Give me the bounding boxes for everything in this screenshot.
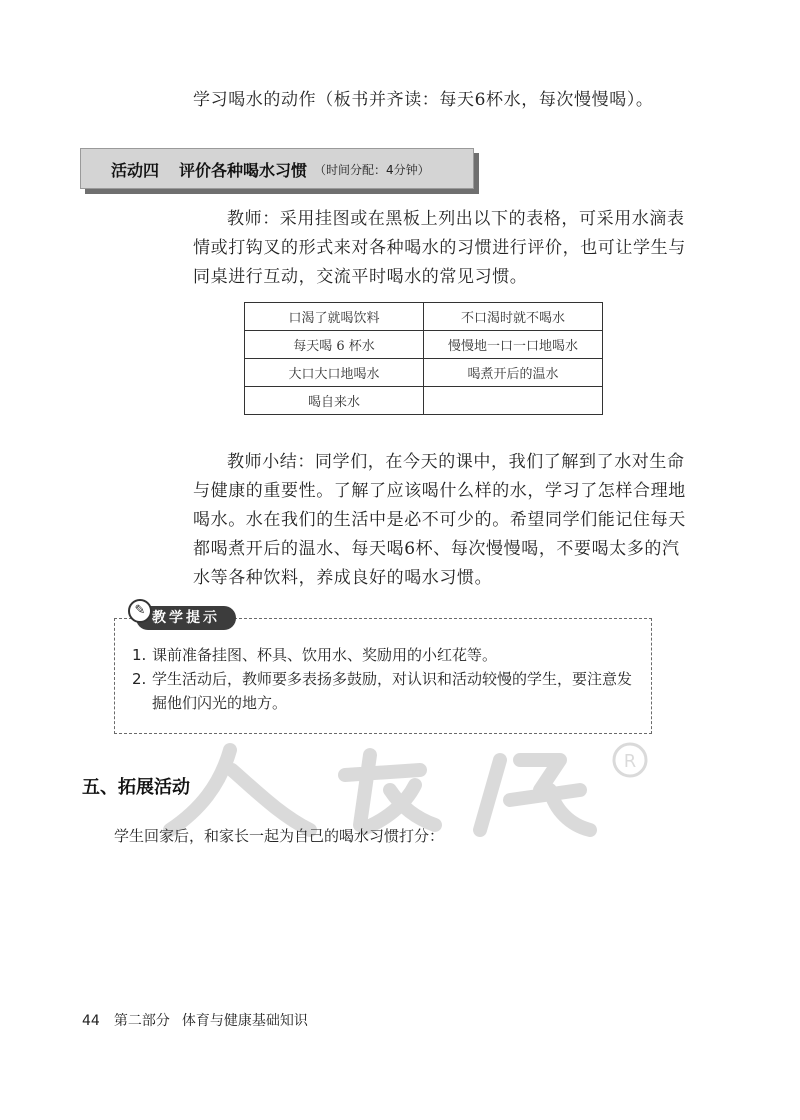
tip-text: 学生活动后，教师要多表扬多鼓励，对认识和活动较慢的学生，要注意发掘他们闪光的地方。 xyxy=(152,670,633,712)
pencil-check-icon: ✎ xyxy=(128,599,152,623)
table-cell: 口渴了就喝饮料 xyxy=(245,303,424,331)
table-cell: 不口渴时就不喝水 xyxy=(424,303,603,331)
activity-time: （时间分配：4分钟） xyxy=(314,163,430,177)
teacher-paragraph: 教师：采用挂图或在黑板上列出以下的表格，可采用水滴表情或打钩叉的形式来对各种喝水的习惯进行评价，也可让学生与同桌进行互动，交流平时喝水的常见习惯。 xyxy=(193,209,686,287)
activity-title: 评价各种喝水习惯 xyxy=(179,161,308,180)
svg-text:R: R xyxy=(623,751,637,772)
table-cell: 喝煮开后的温水 xyxy=(424,359,603,387)
extension-text: 学生回家后，和家长一起为自己的喝水习惯打分： xyxy=(114,827,445,845)
intro-line: 学习喝水的动作（板书并齐读：每天6杯水，每次慢慢喝）。 xyxy=(193,90,654,110)
table-cell: 每天喝 6 杯水 xyxy=(245,331,424,359)
habits-table xyxy=(244,302,603,415)
table-row xyxy=(245,359,603,387)
tip-number: 1. xyxy=(132,646,147,664)
table-row xyxy=(245,387,603,415)
table-row xyxy=(245,303,603,331)
page-number: 44 xyxy=(82,1013,100,1029)
table-cell: 大口大口地喝水 xyxy=(245,359,424,387)
publisher-watermark xyxy=(160,730,680,840)
tip-text: 课前准备挂图、杯具、饮用水、奖励用的小红花等。 xyxy=(152,646,498,664)
table-row xyxy=(245,331,603,359)
activity-label: 活动四 xyxy=(111,161,160,180)
tip-item xyxy=(132,667,642,715)
tips-title: 教学提示 xyxy=(136,606,236,630)
tip-item xyxy=(132,643,642,667)
table-cell xyxy=(424,387,603,415)
footer-part: 第二部分 xyxy=(113,1013,170,1029)
table-cell: 喝自来水 xyxy=(245,387,424,415)
section-heading: 五、拓展活动 xyxy=(82,777,190,798)
footer-title: 体育与健康基础知识 xyxy=(181,1013,308,1029)
tip-number: 2. xyxy=(132,670,147,688)
page-footer xyxy=(82,1010,308,1030)
activity-header xyxy=(80,148,474,189)
table-cell: 慢慢地一口一口地喝水 xyxy=(424,331,603,359)
summary-paragraph: 教师小结：同学们，在今天的课中，我们了解到了水对生命与健康的重要性。了解了应该喝什么样的水，学习了怎样合理地喝水。水在我们的生活中是必不可少的。希望同学们能记住每天都喝煮开后的温水、每天喝6杯、每次慢慢喝，不要喝太多的汽水等各种饮料，养成良好的喝水习惯。 xyxy=(193,452,686,588)
